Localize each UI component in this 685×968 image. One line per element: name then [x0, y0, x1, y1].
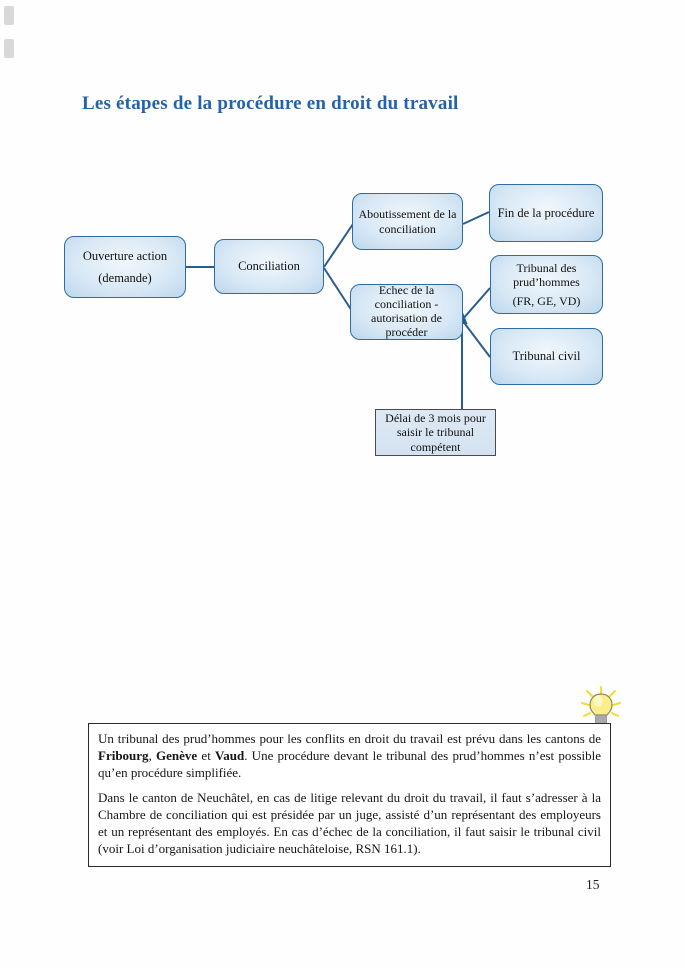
scan-artifact — [4, 6, 14, 25]
node-ouverture-action: Ouverture action (demande) — [64, 236, 186, 298]
node-tribunal-civil: Tribunal civil — [490, 328, 603, 385]
note-paragraph-1: Un tribunal des prud’hommes pour les conflits en droit du travail est prévu dans les cantons de Fribourg, Genève et Vaud. Une procédure devant le tribunal des prud’hommes n’est possible qu’en procédure simplifiée. — [98, 731, 601, 781]
note-paragraph-2: Dans le canton de Neuchâtel, en cas de litige relevant du droit du travail, il faut s’adresser à la Chambre de conciliation qui est présidée par un juge, assisté d’un représentant des employeurs et un représentant des employés. En cas d’échec de la conciliation, il faut saisir le tribunal civil (voir Loi d’organisation judiciaire neuchâteloise, RSN 161.1). — [98, 790, 601, 857]
node-fin-procedure: Fin de la procédure — [489, 184, 603, 242]
scan-artifact — [4, 39, 14, 58]
node-tribunal-prudhommes: Tribunal des prud’hommes (FR, GE, VD) — [490, 255, 603, 314]
page-number: 15 — [586, 877, 600, 892]
page-title: Les étapes de la procédure en droit du travail — [82, 92, 459, 114]
note-box — [88, 723, 611, 867]
node-aboutissement-conciliation: Aboutissement de la conciliation — [352, 193, 463, 250]
node-conciliation: Conciliation — [214, 239, 324, 294]
node-echec-conciliation: Echec de la conciliation - autorisation de procéder — [350, 284, 463, 340]
node-delai-3-mois: Délai de 3 mois pour saisir le tribunal compétent — [375, 409, 496, 456]
